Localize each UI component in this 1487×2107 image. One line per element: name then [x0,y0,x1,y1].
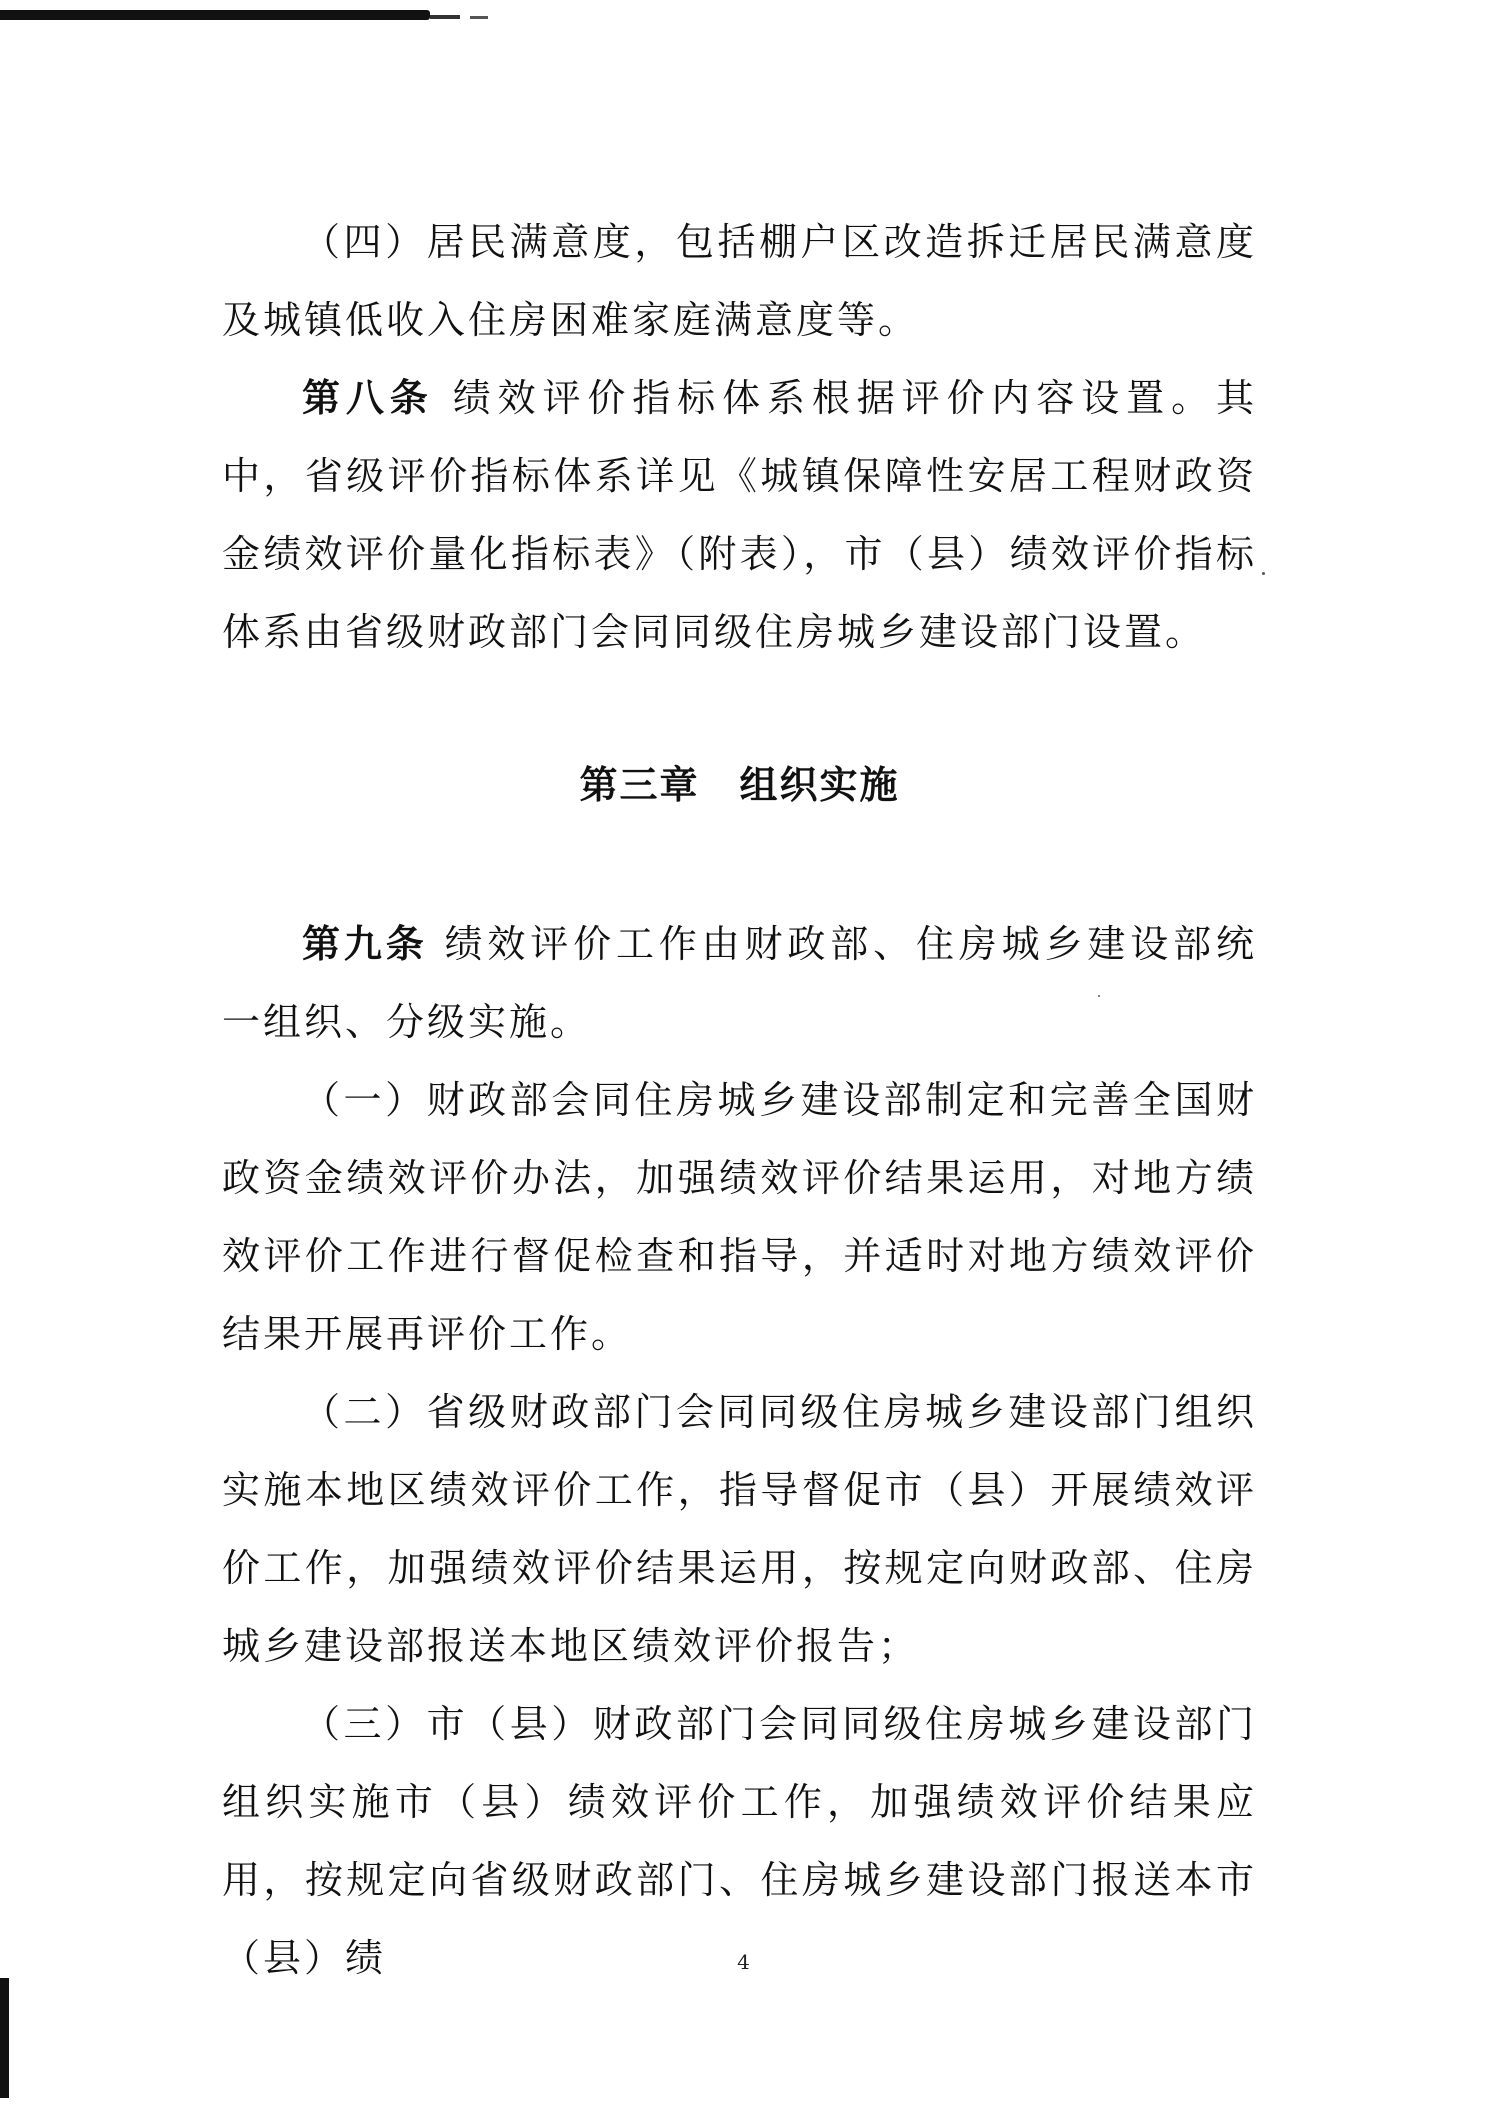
chapter-heading [222,755,1257,815]
scan-artifact-top-bar [0,10,430,20]
paragraph-article-9 [222,905,1257,1061]
paragraph-text: 绩效评价工作由财政部、住房城乡建设部统一组织、分级实施。 [222,922,1257,1044]
paragraph-text: （一）财政部会同住房城乡建设部制定和完善全国财政资金绩效评价办法，加强绩效评价结果运用，对地方绩效评价工作进行督促检查和指导，并适时对地方绩效评价结果开展再评价工作。 [222,1078,1257,1356]
article-heading: 第九条 [302,922,428,966]
paragraph-text: 绩效评价指标体系根据评价内容设置。其中，省级评价指标体系详见《城镇保障性安居工程财政资金绩效评价量化指标表》（附表），市（县）绩效评价指标体系由省级财政部门会同同级住房城乡建设部门设置。 [222,376,1257,654]
paragraph-text: （三）市（县）财政部门会同同级住房城乡建设部门组织实施市（县）绩效评价工作，加强绩效评价结果应用，按规定向省级财政部门、住房城乡建设部门报送本市（县）绩 [222,1702,1257,1980]
scan-dust-speck [1262,572,1265,575]
paragraph-article-8 [222,359,1257,671]
paragraph-item-9-2 [222,1373,1257,1685]
paragraph-text: （四）居民满意度，包括棚户区改造拆迁居民满意度及城镇低收入住房困难家庭满意度等。 [222,220,1257,342]
paragraph-item-9-1 [222,1061,1257,1373]
scan-artifact-top-bar-tail [430,15,460,19]
chapter-title: 组织实施 [739,763,900,807]
article-heading: 第八条 [302,376,434,420]
scan-artifact-left-edge [0,1978,9,2098]
chapter-number: 第三章 [579,763,700,807]
paragraph-text: （二）省级财政部门会同同级住房城乡建设部门组织实施本地区绩效评价工作，指导督促市（县）开展绩效评价工作，加强绩效评价结果运用，按规定向财政部、住房城乡建设部报送本地区绩效评价报告； [222,1390,1257,1668]
paragraph-item-4 [222,203,1257,359]
page-number: 4 [737,1950,750,1974]
scan-artifact-top-bar-dash [470,16,488,19]
